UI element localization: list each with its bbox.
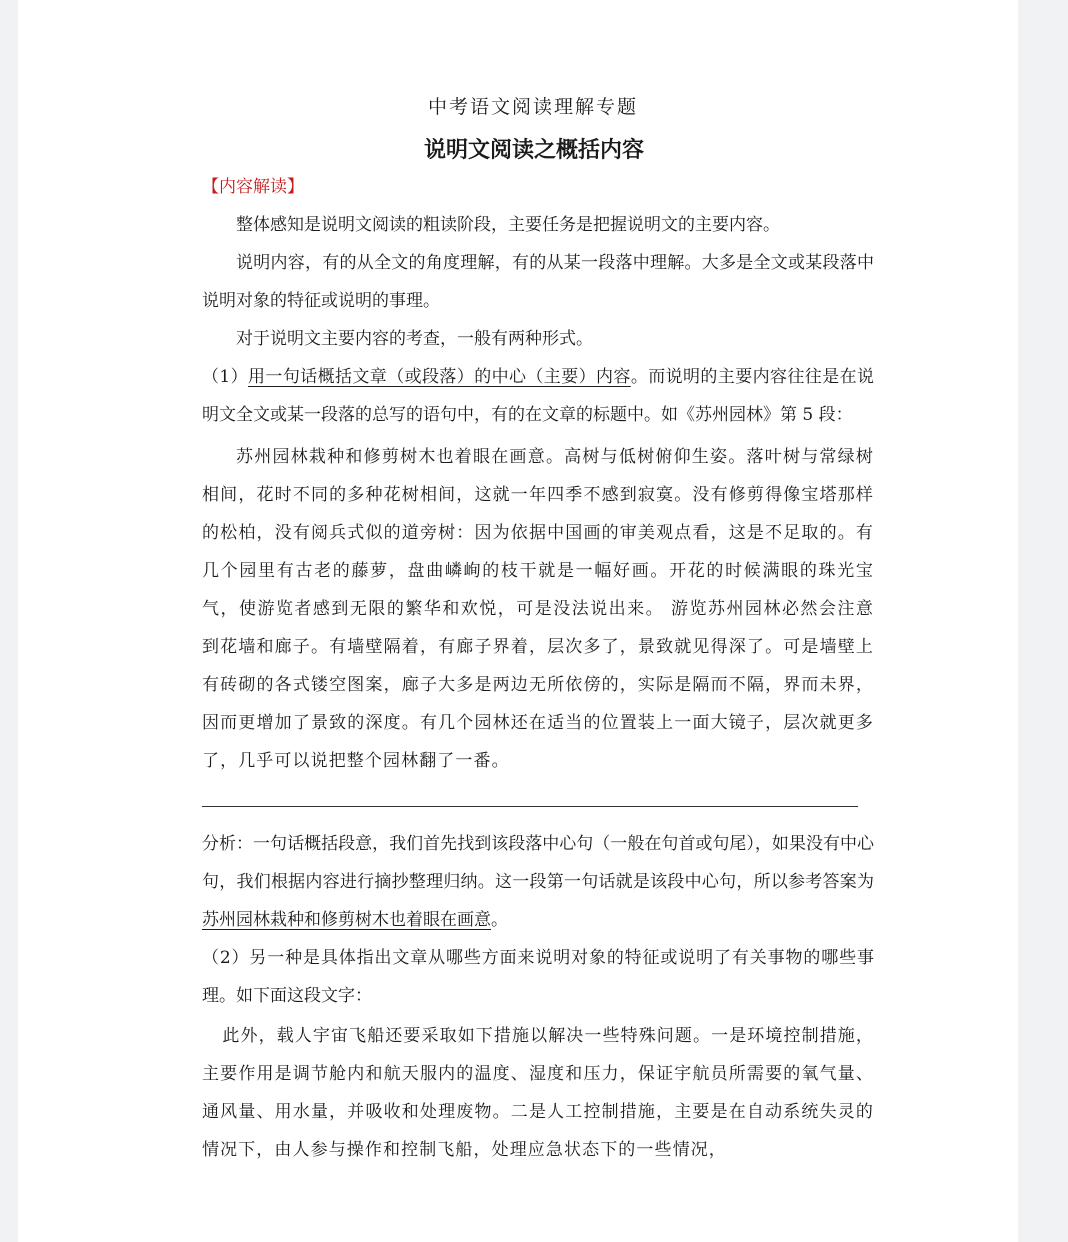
document-subtitle: 中考语文阅读理解专题 [427, 96, 638, 118]
quote-spaceship: 此外，载人宇宙飞船还要采取如下措施以解决一些特殊问题。一是环境控制措施，主要作用是调节舱内和航天服内的温度、湿度和压力，保证宇航员所需要的氧气量、通风量、用水量，并吸收和处理废物。二是人工控制措施，主要是在自动系统失灵的情况下，由人参与操作和控制飞船，处理应急状态下的一些情况， [202, 1026, 874, 1160]
paragraph-point-1 [202, 358, 874, 434]
analysis-answer: 苏州园林栽种和修剪树木也着眼在画意 [202, 910, 491, 930]
point-1-underlined: 用一句话概括文章（或段落）的中心（主要）内容 [248, 367, 631, 387]
section-tag: 【内容解读】 [202, 177, 304, 197]
divider-line [202, 806, 858, 807]
quote-suzhou-gardens: 苏州园林栽种和修剪树木也着眼在画意。高树与低树俯仰生姿。落叶树与常绿树相间，花时不同的多种花树相间，这就一年四季不感到寂寞。没有修剪得像宝塔那样的松柏，没有阅兵式似的道旁树：因为依据中国画的审美观点看，这是不足取的。有几个园里有古老的藤萝，盘曲嶙峋的枝干就是一幅好画。开花的时候满眼的珠光宝气，使游览者感到无限的繁华和欢悦，可是没法说出来。 游览苏州园林必然会注意到花墙和廊子。有墙壁隔着，有廊子界着，层次多了，景致就见得深了。可是墙壁上有砖砌的各式镂空图案，廊子大多是两边无所依傍的，实际是隔而不隔，界而未界，因而更增加了景致的深度。有几个园林还在适当的位置装上一面大镜子，层次就更多了，几乎可以说把整个园林翻了一番。 [202, 447, 874, 771]
point-1-rest: 。而说明的主要内容往往是在说明文全文或某一段落的总写的语句中，有的在文章的标题中。如《苏州园林》第 5 段： [202, 367, 875, 425]
analysis-end: 。 [491, 910, 508, 930]
paragraph-analysis [202, 825, 874, 939]
document-title: 说明文阅读之概括内容 [423, 138, 644, 163]
paragraph-forms: 对于说明文主要内容的考查，一般有两种形式。 [236, 329, 593, 349]
paragraph-intro: 整体感知是说明文阅读的粗读阶段，主要任务是把握说明文的主要内容。 [236, 215, 780, 235]
document-body [202, 92, 874, 1169]
paragraph-content: 说明内容，有的从全文的角度理解，有的从某一段落中理解。大多是全文或某段落中说明对象的特征或说明的事理。 [202, 253, 874, 311]
paragraph-point-2: （2）另一种是具体指出文章从哪些方面来说明对象的特征或说明了有关事物的哪些事理。如下面这段文字： [202, 948, 874, 1006]
point-1-prefix: （1） [202, 367, 249, 387]
analysis-text: 分析：一句话概括段意，我们首先找到该段落中心句（一般在句首或句尾），如果没有中心句，我们根据内容进行摘抄整理归纳。这一段第一句话就是该段中心句，所以参考答案为 [202, 834, 874, 892]
